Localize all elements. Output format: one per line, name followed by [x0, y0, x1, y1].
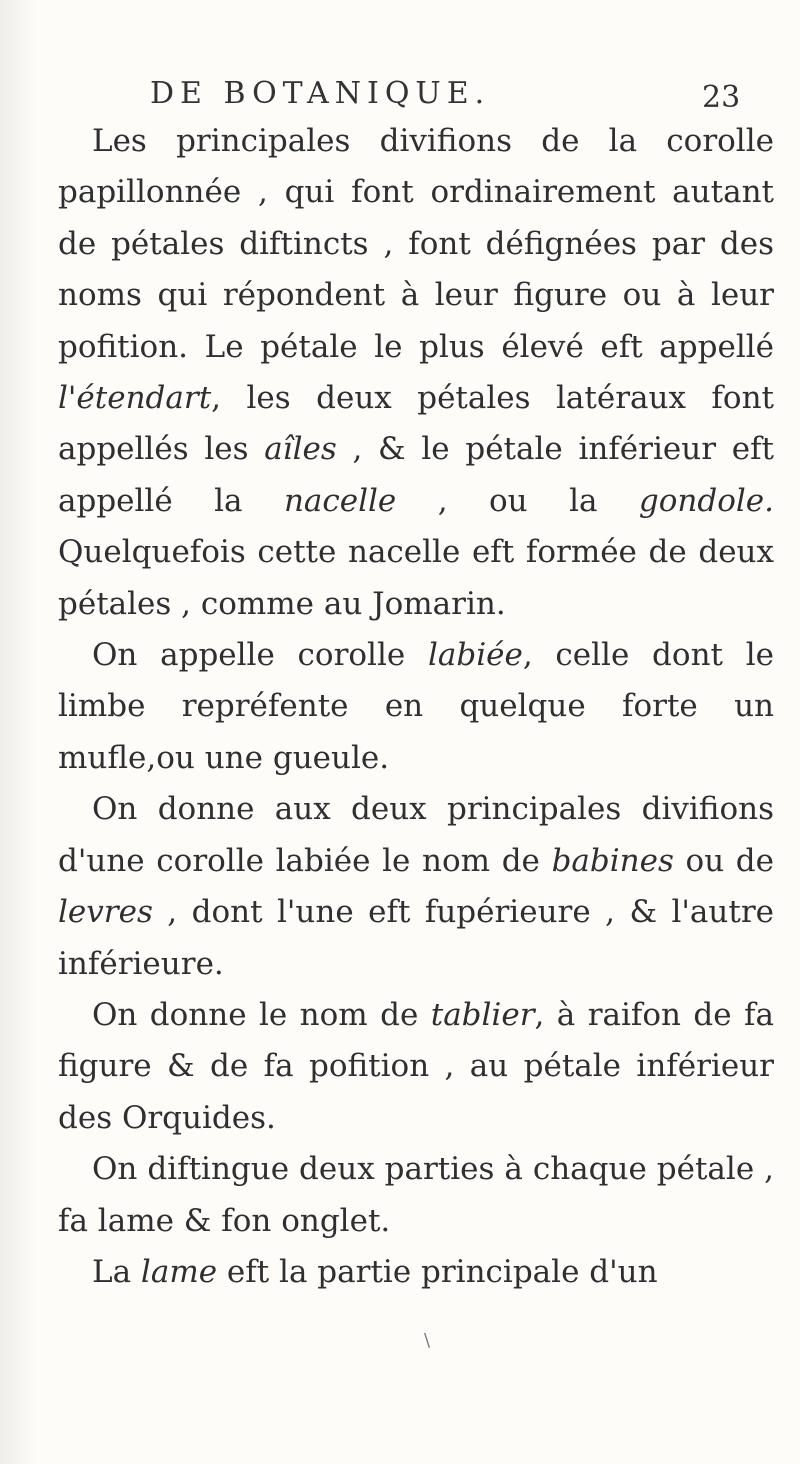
paragraph: [58, 1144, 774, 1247]
text-run: On diftingue deux parties à chaque pétale , fa lame & fon onglet.: [58, 1151, 774, 1239]
text-run: On donne aux deux principales divifions d'une corolle labiée le nom de: [58, 791, 774, 879]
text-run: ou de: [673, 842, 774, 879]
running-head: DE BOTANIQUE.: [150, 76, 491, 111]
italic-term: tablier: [430, 996, 535, 1033]
italic-term: gondole.: [638, 482, 775, 519]
text-run: , dont l'une eft fupérieure , & l'autre inférieure.: [58, 894, 774, 982]
italic-term: babines: [551, 842, 674, 879]
italic-term: labiée: [427, 637, 523, 674]
paragraph: [58, 990, 774, 1144]
text-run: , les deux pétales latéraux font appellés les: [58, 380, 774, 468]
italic-term: nacelle: [283, 482, 397, 519]
text-run: Les principales divifions de la corolle papillonnée , qui font ordinairement autant de pétales diftincts , font défignées par des noms qui répondent à leur figure ou à leur pofition. Le pétale le plus élevé eft appellé: [58, 123, 774, 365]
text-run: , à raifon de fa figure & de fa pofition , au pétale inférieur des Orquides.: [58, 996, 774, 1136]
text-run: eft la partie principale d'un: [217, 1253, 658, 1290]
text-run: Quelquefois cette nacelle eft formée de deux pétales , comme au Jomarin.: [58, 534, 774, 622]
text-run: On appelle corolle: [92, 637, 428, 674]
text-run: On donne le nom de: [92, 996, 431, 1033]
paragraph: [58, 784, 774, 990]
page-number: 23: [702, 80, 741, 115]
signature-mark: \: [424, 1330, 431, 1351]
italic-term: aîles: [264, 431, 337, 468]
text-run: La: [92, 1253, 141, 1290]
text-run: , ou la: [396, 482, 639, 519]
text-run: , celle dont le limbe repréfente en quelque forte un mufle,ou une gueule.: [58, 637, 774, 776]
paragraph: [58, 1247, 774, 1298]
body-text: [58, 116, 774, 1298]
paragraph: [58, 630, 774, 784]
italic-term: levres: [58, 894, 153, 931]
italic-term: l'étendart: [58, 380, 212, 417]
paragraph: [58, 116, 774, 630]
page-gutter-shadow: [0, 0, 36, 1464]
italic-term: lame: [140, 1253, 218, 1290]
text-run: , & le pétale inférieur eft appellé la: [58, 431, 774, 519]
